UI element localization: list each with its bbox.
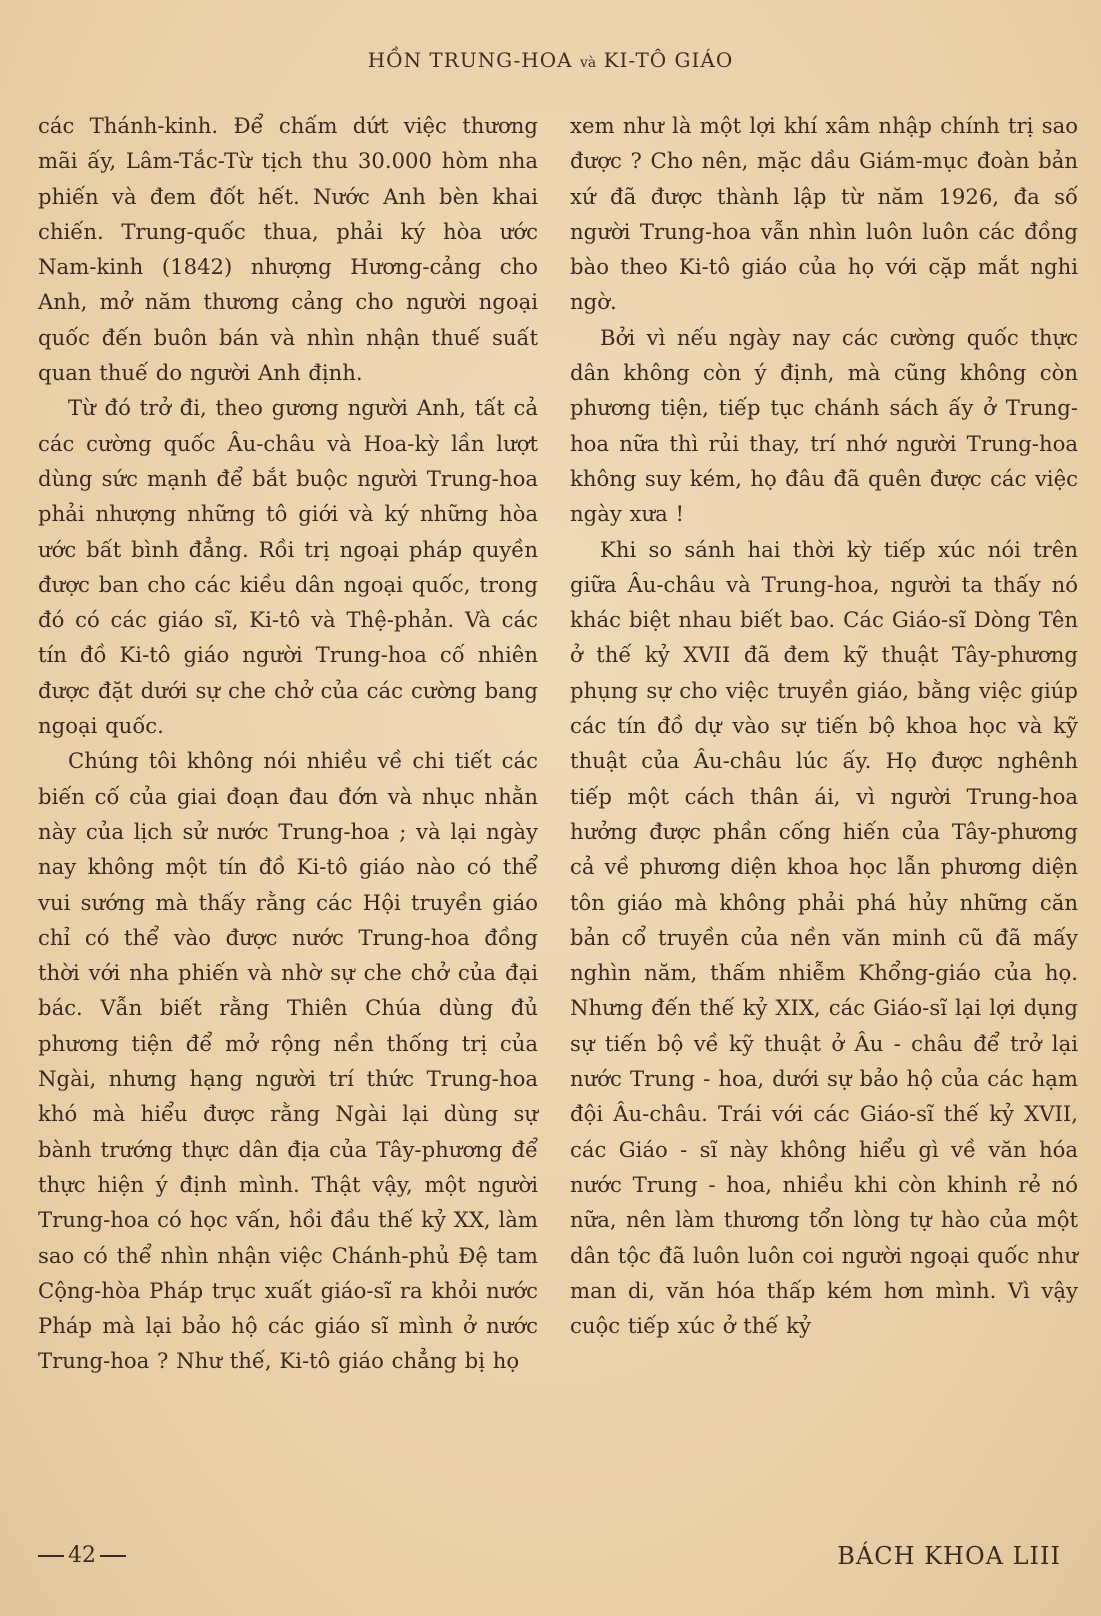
left-column [38, 108, 538, 1518]
right-paragraph-2: Bởi vì nếu ngày nay các cường quốc thực dân không còn ý định, mà cũng không còn phương tiện, tiếp tục chánh sách ấy ở Trung-hoa nữa thì rủi thay, trí nhớ người Trung-hoa không suy kém, họ đâu đã quên được các việc ngày xưa ! [570, 324, 1078, 527]
right-paragraph-3: Khi so sánh hai thời kỳ tiếp xúc nói trên giữa Âu-châu và Trung-hoa, người ta thấy nó khác biệt nhau biết bao. Các Giáo-sĩ Dòng Tên ở thế kỷ XVII đã đem kỹ thuật Tây-phương phụng sự cho việc truyền giáo, bằng việc giúp các tín đồ dự vào sự tiến bộ khoa học và kỹ thuật của Âu-châu lúc ấy. Họ được nghênh tiếp một cách thân ái, vì người Trung-hoa hưởng được phần cống hiến của Tây-phương cả về phương diện khoa học lẫn phương diện tôn giáo mà không phải phá hủy những căn bản cổ truyền của nền văn minh cũ đã mấy nghìn năm, thấm nhiễm Khổng-giáo của họ. Nhưng đến thế kỷ XIX, các Giáo-sĩ lại lợi dụng sự tiến bộ về kỹ thuật ở Âu - châu để trở lại nước Trung - hoa, dưới sự bảo hộ của các hạm đội Âu-châu. Trái với các Giáo-sĩ thế kỷ XVII, các Giáo - sĩ này không hiểu gì về văn hóa nước Trung - hoa, nhiều khi còn khinh rẻ nó nữa, nên làm thương tổn lòng tự hào của một dân tộc đã luôn luôn coi người ngoại quốc như man di, văn hóa thấp kém hơn mình. Vì vậy cuộc tiếp xúc ở thế kỷ [570, 536, 1078, 1339]
dash-left-icon [38, 1555, 64, 1557]
right-column [570, 108, 1078, 1518]
dash-right-icon [100, 1555, 126, 1557]
right-paragraph-1: xem như là một lợi khí xâm nhập chính trị sao được ? Cho nên, mặc dầu Giám-mục đoàn bản xứ đã được thành lập từ năm 1926, đa số người Trung-hoa vẫn nhìn luôn luôn các đồng bào theo Ki-tô giáo của họ với cặp mắt nghi ngờ. [570, 113, 1078, 315]
running-head [0, 48, 1101, 72]
journal-name: BÁCH KHOA LIII [837, 1542, 1061, 1570]
running-head-va: và [579, 55, 597, 71]
left-paragraph-2: Từ đó trở đi, theo gương người Anh, tất cả các cường quốc Âu-châu và Hoa-kỳ lần lượt dùng sức mạnh để bắt buộc người Trung-hoa phải nhượng những tô giới và ký những hòa ước bất bình đẳng. Rồi trị ngoại pháp quyền được ban cho các kiều dân ngoại quốc, trong đó có các giáo sĩ, Ki-tô và Thệ-phản. Và các tín đồ Ki-tô giáo người Trung-hoa cố nhiên được đặt dưới sự che chở của các cường bang ngoại quốc. [38, 395, 538, 739]
left-paragraph-3: Chúng tôi không nói nhiều về chi tiết các biến cố của giai đoạn đau đớn và nhục nhằn này của lịch sử nước Trung-hoa ; và lại ngày nay không một tín đồ Ki-tô giáo nào có thể vui sướng mà thấy rằng các Hội truyền giáo chỉ có thể vào được nước Trung-hoa đồng thời với nha phiến và nhờ sự che chở của đại bác. Vẫn biết rằng Thiên Chúa dùng đủ phương tiện để mở rộng nền thống trị của Ngài, nhưng hạng người trí thức Trung-hoa khó mà hiểu được rằng Ngài lại dùng sự bành trướng thực dân địa của Tây-phương để thực hiện ý định mình. Thật vậy, một người Trung-hoa có học vấn, hồi đầu thế kỷ XX, làm sao có thể nhìn nhận việc Chánh-phủ Đệ tam Cộng-hòa Pháp trục xuất giáo-sĩ ra khỏi nước Pháp mà lại bảo hộ các giáo sĩ mình ở nước Trung-hoa ? Như thế, Ki-tô giáo chẳng bị họ [38, 748, 538, 1374]
left-paragraph-1: các Thánh-kinh. Để chấm dứt việc thương mãi ấy, Lâm-Tắc-Từ tịch thu 30.000 hòm nha phiến và đem đốt hết. Nước Anh bèn khai chiến. Trung-quốc thua, phải ký hòa ước Nam-kinh (1842) nhượng Hương-cảng cho Anh, mở năm thương cảng cho người ngoại quốc đến buôn bán và nhìn nhận thuế suất quan thuế do người Anh định. [38, 113, 538, 386]
running-head-part1: HỒN TRUNG-HOA [367, 48, 573, 72]
page-number [34, 1543, 130, 1568]
page-number-text: 42 [68, 1543, 96, 1568]
running-head-part2: KI-TÔ GIÁO [603, 48, 734, 72]
